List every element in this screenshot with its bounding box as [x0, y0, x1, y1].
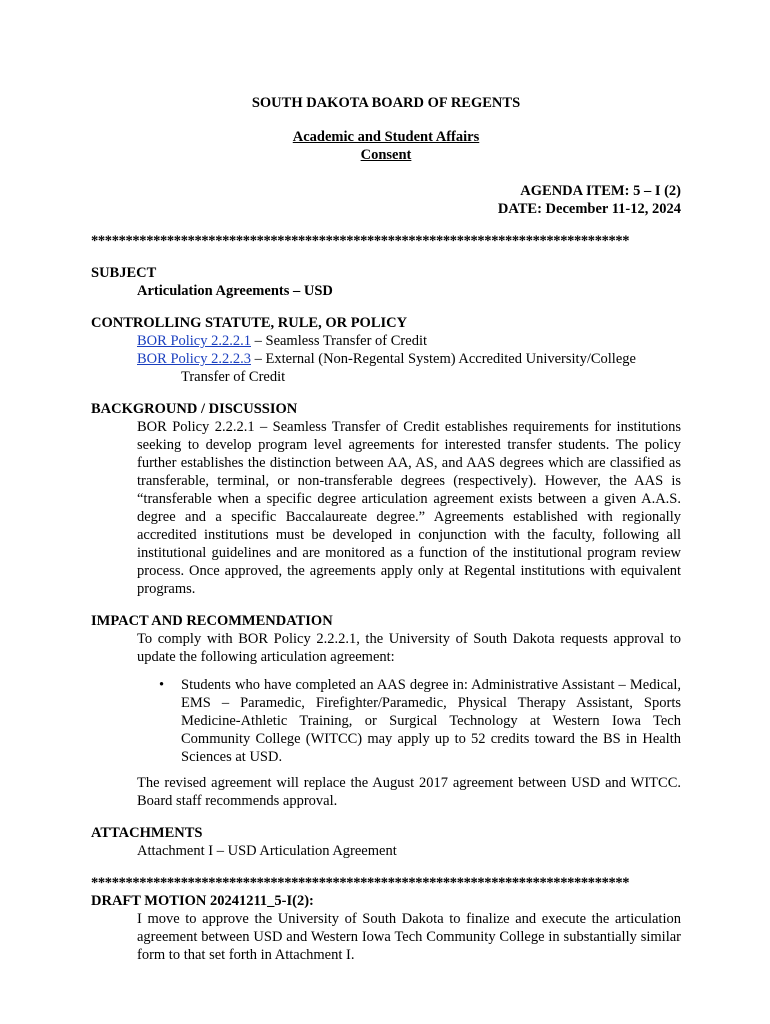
- impact-closing: The revised agreement will replace the August 2017 agreement between USD and WITCC. Board staff recommends approval.: [137, 775, 681, 809]
- policy-item: [91, 332, 681, 350]
- org-title: SOUTH DAKOTA BOARD OF REGENTS: [251, 95, 521, 111]
- policy-item: [91, 350, 681, 386]
- draft-motion-text: I move to approve the University of South Dakota to finalize and execute the articulation agreement between USD and Western Iowa Tech Community College in substantially similar form to that set forth in Attachment I.: [137, 911, 681, 963]
- controlling-heading: CONTROLLING STATUTE, RULE, OR POLICY: [91, 315, 408, 331]
- background-section: [91, 400, 681, 598]
- impact-section: [91, 612, 681, 810]
- background-heading: BACKGROUND / DISCUSSION: [91, 401, 298, 417]
- agenda-date: DATE: December 11-12, 2024: [497, 201, 681, 217]
- background-text: BOR Policy 2.2.2.1 – Seamless Transfer of Credit establishes requirements for institutions seeking to develop program level agreements for interested transfer students. The policy further establishes the distinction between AA, AS, and AAS degrees which are classified as transferable, terminal, or non-transferable degrees (respectively). However, the AAS is “transferable when a specific degree articulation agreement exists between a given A.A.S. degree and a specific Baccalaureate degree.” Agreements established with regionally accredited institutions must be developed in conjunction with the faculty, following all institutional guidelines and are monitored as a function of the institutional program review process. Once approved, the agreements apply only at Regental institutions with equivalent programs.: [137, 419, 681, 597]
- subject-text: Articulation Agreements – USD: [137, 283, 333, 299]
- draft-motion-section: [91, 892, 681, 964]
- attachments-heading: ATTACHMENTS: [91, 825, 203, 841]
- division-block: [91, 128, 681, 164]
- draft-motion-heading: DRAFT MOTION 20241211_5-I(2):: [91, 893, 314, 909]
- impact-intro: To comply with BOR Policy 2.2.2.1, the University of South Dakota requests approval to update the following articulation agreement:: [137, 631, 681, 665]
- list-item: [159, 676, 681, 766]
- policy-link[interactable]: BOR Policy 2.2.2.3: [137, 351, 251, 367]
- subject-section: [91, 264, 681, 300]
- agenda-item: AGENDA ITEM: 5 – I (2): [520, 183, 681, 199]
- division-title: Academic and Student Affairs: [292, 129, 480, 145]
- attachments-section: [91, 824, 681, 860]
- impact-heading: IMPACT AND RECOMMENDATION: [91, 613, 333, 629]
- controlling-section: [91, 314, 681, 386]
- category-title: Consent: [360, 147, 412, 163]
- separator-bottom: ******************************************************************************: [91, 875, 630, 891]
- document-page: [91, 86, 681, 964]
- attachments-text: Attachment I – USD Articulation Agreement: [137, 843, 397, 859]
- policy-text: – External (Non-Regental System) Accredited University/College Transfer of Credit: [181, 351, 636, 385]
- policy-link[interactable]: BOR Policy 2.2.2.1: [137, 333, 251, 349]
- agenda-block: [91, 182, 681, 218]
- bullet-icon: •: [159, 677, 165, 693]
- impact-bullet-list: [91, 676, 681, 766]
- bullet-text: Students who have completed an AAS degree in: Administrative Assistant – Medical, EMS – Paramedic, Firefighter/Paramedic, Physical Therapy Assistant, Sports Medicine-Athletic Training, or Surgical Technology at Western Iowa Tech Community College (WITCC) may apply up to 52 credits toward the BS in Health Sciences at USD.: [181, 677, 681, 765]
- policy-text: – Seamless Transfer of Credit: [251, 333, 427, 349]
- subject-heading: SUBJECT: [91, 265, 157, 281]
- separator-top: ******************************************************************************: [91, 233, 630, 249]
